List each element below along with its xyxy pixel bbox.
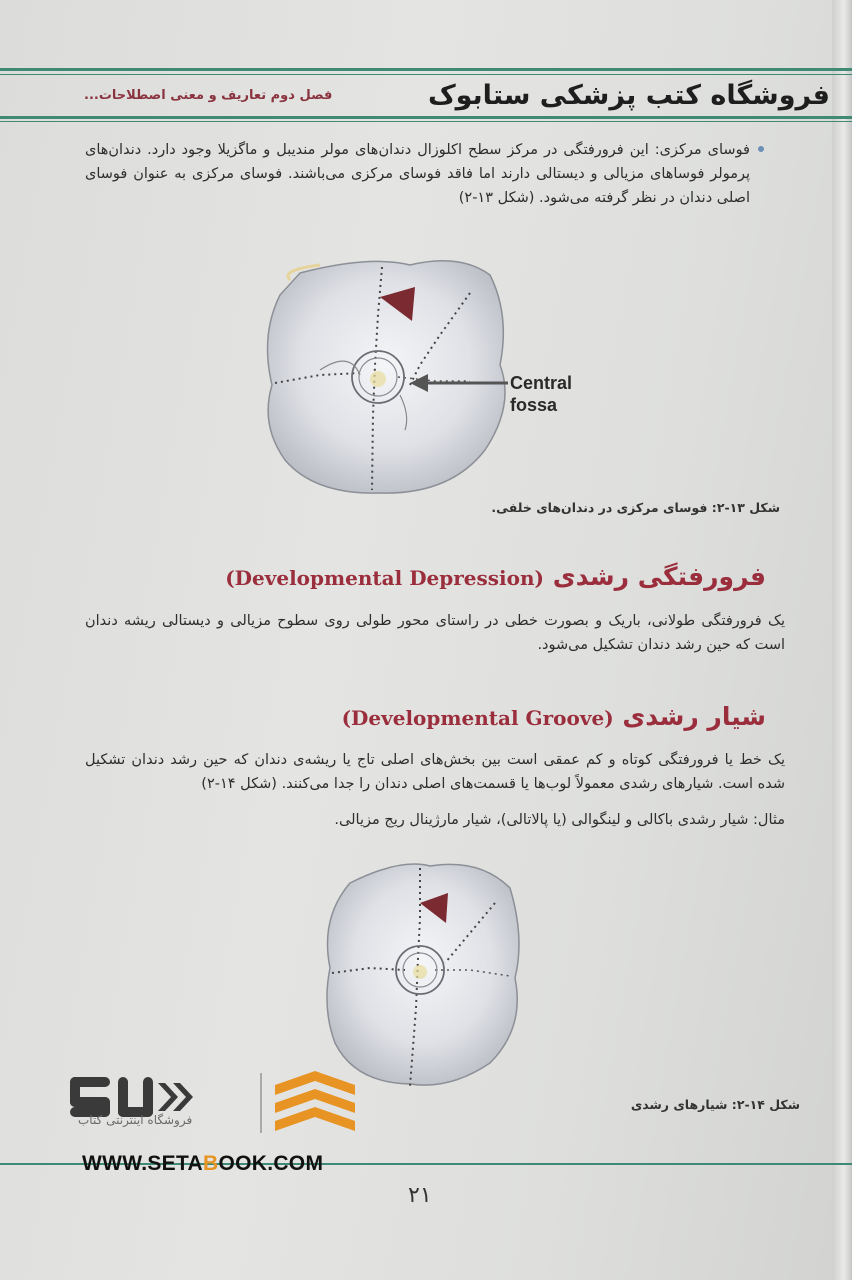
figure2-caption: شکل ۱۴-۲: شیارهای رشدی [630, 1097, 800, 1112]
header-rule-top-thin [0, 74, 852, 75]
groove-heading-en: (Developmental Groove) [341, 706, 614, 730]
site-url-part2: B [203, 1152, 219, 1175]
figure1-caption: شکل ۱۳-۲: فوسای مرکزی در دندان‌های خلفی. [491, 500, 780, 515]
logo-subtitle: فروشگاه اینترنتی کتاب [78, 1113, 193, 1127]
site-url-part3: OOK.COM [218, 1152, 324, 1175]
page-number: ۲۱ [408, 1183, 432, 1208]
groove-heading-fa: شیار رشدی [622, 702, 766, 731]
depression-paragraph: یک فرورفتگی طولانی، باریک و بصورت خطی در راستای محور طولی روی سطوح مزیالی و دیستالی ریشه دندان است که حین رشد دندان تشکیل می‌شود. [85, 613, 785, 653]
groove-paragraph: یک خط یا فرورفتگی کوتاه و کم عمقی است بین بخش‌های اصلی تاج یا ریشه‌ی دندان که حین رشد دندان تشکیل شده است. شیارهای رشدی معمولاً لوب‌ها یا قسمت‌های اصلی دندان را جدا می‌کنند. (شکل ۱۴-۲) [85, 752, 785, 792]
site-title: فروشگاه کتب پزشکی ستابوک [427, 80, 830, 111]
central-fossa-label-line2: fossa [510, 395, 558, 415]
central-fossa-paragraph: فوسای مرکزی: این فرورفتگی در مرکز سطح اکلوزال دندان‌های مولر مندیبل و ماگزیلا وجود دارد. دندان‌های پرمولر فوساهای مزیالی و دیستالی دارند اما فاقد فوسای مرکزی می‌باشند. فوسای مرکزی به عنوان فوسای اصلی دندان در نظر گرفته می‌شود. (شکل ۱۳-۲) [85, 142, 750, 206]
header-rule-bottom [0, 116, 852, 119]
central-fossa-label [510, 372, 572, 416]
depression-heading-fa: فرورفتگی رشدی [552, 562, 766, 591]
central-fossa-label-line1: Central [510, 373, 573, 393]
depression-heading [225, 562, 766, 591]
depression-heading-en: (Developmental Depression) [225, 566, 544, 590]
groove-heading [342, 702, 766, 731]
site-url-part1: WWW.SETA [82, 1152, 203, 1175]
molar-grooves-figure [320, 858, 530, 1088]
page-edge [832, 0, 852, 1280]
chapter-title: فصل دوم تعاریف و معنی اصطلاحات... [84, 88, 333, 103]
header-rule-top [0, 68, 852, 71]
setabook-logo-icon [70, 1065, 370, 1145]
groove-example: مثال: شیار رشدی باکالی و لینگوالی (یا پالاتالی)، شیار مارژینال ریج مزیالی. [334, 812, 785, 828]
bullet-icon [758, 146, 764, 152]
header-rule-bottom-thin [0, 121, 852, 122]
site-url [82, 1152, 323, 1176]
